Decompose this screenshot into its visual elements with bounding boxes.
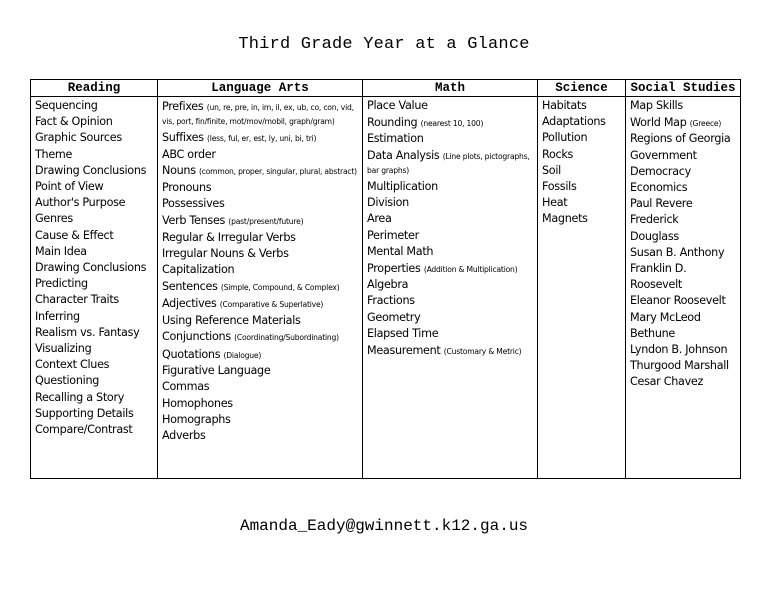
- topic-note: (un, re, pre, in, im, il, ex, ub, co, con, vid, vis, port, fin/finite, mot/mov/mobil, graph/gram): [162, 102, 354, 126]
- social-studies-topic: [630, 180, 736, 196]
- math-topic: [367, 342, 533, 359]
- topic-label: Roosevelt: [630, 278, 682, 292]
- reading-topic: [35, 390, 153, 406]
- topic-label: ABC order: [162, 147, 216, 161]
- science-topic: [542, 98, 621, 114]
- social-studies-topic: [630, 148, 736, 164]
- topic-label: Regions of Georgia: [630, 132, 731, 146]
- social-studies-topic: [630, 212, 736, 228]
- reading-topic: [35, 98, 153, 114]
- topic-label: Susan B. Anthony: [630, 245, 725, 259]
- topic-note: (Coordinating/Subordinating): [234, 333, 339, 343]
- science-topic: [542, 147, 621, 163]
- topic-label: Possessives: [162, 197, 225, 211]
- topic-label: Magnets: [542, 212, 588, 226]
- math-cell: [363, 97, 538, 479]
- topic-label: Homophones: [162, 396, 233, 410]
- math-topic: [367, 148, 533, 179]
- language-arts-topic: [162, 129, 358, 146]
- topic-label: Thurgood Marshall: [630, 359, 729, 373]
- topic-label: World Map: [630, 115, 687, 129]
- social-studies-cell: [626, 97, 741, 479]
- social-studies-topic: [630, 358, 736, 374]
- math-topic: [367, 244, 533, 260]
- reading-topic: [35, 211, 153, 227]
- social-studies-topic: [630, 245, 736, 261]
- topic-label: Sentences: [162, 279, 218, 293]
- topic-label: Area: [367, 212, 392, 226]
- topic-label: Genres: [35, 212, 73, 226]
- topic-label: Elapsed Time: [367, 326, 439, 340]
- topic-label: Capitalization: [162, 263, 235, 277]
- language-arts-topic: [162, 98, 358, 129]
- topic-label: Supporting Details: [35, 406, 134, 420]
- topic-label: Realism vs. Fantasy: [35, 325, 140, 339]
- topic-label: Fractions: [367, 294, 415, 308]
- social-studies-topic: [630, 98, 736, 114]
- topic-label: Government: [630, 148, 697, 162]
- reading-topic: [35, 147, 153, 163]
- math-topic: [367, 195, 533, 211]
- math-topic: [367, 228, 533, 244]
- language-arts-topic: [162, 196, 358, 212]
- topic-note: (Comparative & Superlative): [219, 299, 324, 309]
- topic-label: Adjectives: [162, 296, 217, 310]
- topic-label: Rocks: [542, 147, 574, 161]
- topic-label: Sequencing: [35, 99, 98, 112]
- language-arts-topic: [162, 147, 358, 163]
- science-topic: [542, 130, 621, 146]
- topic-label: Context Clues: [35, 358, 110, 372]
- topic-label: Questioning: [35, 374, 100, 388]
- topic-label: Algebra: [367, 278, 409, 292]
- social-studies-topic: [630, 277, 736, 293]
- topic-label: Character Traits: [35, 293, 119, 307]
- topic-label: Irregular Nouns & Verbs: [162, 246, 289, 260]
- math-topic: [367, 326, 533, 342]
- reading-topic: [35, 228, 153, 244]
- topic-note: (less, ful, er, est, ly, uni, bi, tri): [207, 133, 317, 143]
- year-at-a-glance-table: [30, 79, 741, 479]
- column-header-reading: Reading: [31, 80, 158, 97]
- social-studies-topic: [630, 131, 736, 147]
- topic-label: Douglass: [630, 229, 679, 243]
- topic-label: Inferring: [35, 309, 80, 323]
- social-studies-topic: [630, 164, 736, 180]
- social-studies-topic: [630, 196, 736, 212]
- math-topic: [367, 98, 533, 114]
- topic-note: (Line plots, pictographs, bar graphs): [367, 152, 530, 176]
- reading-topic: [35, 244, 153, 260]
- reading-topic: [35, 260, 153, 276]
- contact-email: Amanda_Eady@gwinnett.k12.ga.us: [239, 517, 529, 535]
- topic-label: Point of View: [35, 180, 104, 194]
- topic-label: Rounding: [367, 115, 418, 129]
- reading-topic: [35, 373, 153, 389]
- science-topic: [542, 211, 621, 227]
- column-header-social-studies: Social Studies: [626, 80, 741, 97]
- science-topic: [542, 179, 621, 195]
- reading-topic: [35, 292, 153, 308]
- language-arts-topic: [162, 295, 358, 312]
- topic-label: Verb Tenses: [162, 213, 226, 227]
- language-arts-topic: [162, 262, 358, 278]
- topic-label: Visualizing: [35, 342, 92, 356]
- math-topic: [367, 310, 533, 326]
- topic-note: (nearest 10, 100): [420, 118, 484, 128]
- topic-label: Cesar Chavez: [630, 375, 704, 389]
- social-studies-topic: [630, 114, 736, 131]
- reading-cell: [31, 97, 158, 479]
- topic-label: Franklin D.: [630, 262, 687, 276]
- topic-note: (Greece): [689, 118, 722, 128]
- topic-note: (Dialogue): [223, 350, 262, 360]
- topic-label: Adverbs: [162, 429, 206, 443]
- topic-label: Drawing Conclusions: [35, 261, 147, 275]
- reading-topic: [35, 276, 153, 292]
- social-studies-topic: [630, 293, 736, 309]
- header-row: [31, 80, 741, 97]
- topic-label: Data Analysis: [367, 149, 440, 163]
- social-studies-topic: [630, 374, 736, 390]
- reading-topic: [35, 114, 153, 130]
- topic-label: Soil: [542, 163, 561, 177]
- topic-label: Cause & Effect: [35, 228, 114, 242]
- social-studies-topic: [630, 342, 736, 358]
- topic-label: Heat: [542, 196, 568, 210]
- content-row: [31, 97, 741, 479]
- topic-label: Economics: [630, 181, 688, 195]
- topic-label: Fact & Opinion: [35, 115, 113, 129]
- math-topic: [367, 131, 533, 147]
- language-arts-topic: [162, 412, 358, 428]
- social-studies-topic: [630, 229, 736, 245]
- language-arts-topic: [162, 230, 358, 246]
- topic-note: (past/present/future): [228, 216, 304, 226]
- topic-label: Recalling a Story: [35, 390, 125, 404]
- language-arts-topic: [162, 428, 358, 444]
- topic-note: (Simple, Compound, & Complex): [220, 282, 340, 292]
- topic-label: Multiplication: [367, 180, 438, 194]
- reading-topic: [35, 179, 153, 195]
- topic-label: Place Value: [367, 99, 428, 112]
- science-topic: [542, 114, 621, 130]
- math-topic: [367, 211, 533, 227]
- topic-label: Prefixes: [162, 99, 204, 113]
- language-arts-topic: [162, 379, 358, 395]
- social-studies-topic: [630, 326, 736, 342]
- topic-label: Suffixes: [162, 130, 204, 144]
- page-title: Third Grade Year at a Glance: [238, 35, 530, 54]
- language-arts-topic: [162, 278, 358, 295]
- reading-topic: [35, 163, 153, 179]
- science-cell: [538, 97, 626, 479]
- topic-label: Homographs: [162, 412, 231, 426]
- language-arts-topic: [162, 212, 358, 229]
- social-studies-topic: [630, 310, 736, 326]
- topic-label: Nouns: [162, 164, 196, 178]
- math-topic: [367, 179, 533, 195]
- topic-label: Mary McLeod: [630, 310, 701, 324]
- language-arts-topic: [162, 246, 358, 262]
- topic-note: (common, proper, singular, plural, abstract): [199, 167, 357, 177]
- topic-label: Main Idea: [35, 244, 87, 258]
- topic-label: Habitats: [542, 99, 587, 112]
- math-topic: [367, 293, 533, 309]
- topic-label: Map Skills: [630, 99, 683, 112]
- social-studies-topic: [630, 261, 736, 277]
- reading-topic: [35, 130, 153, 146]
- language-arts-topic: [162, 163, 358, 180]
- topic-label: Regular & Irregular Verbs: [162, 230, 296, 244]
- language-arts-cell: [158, 97, 363, 479]
- language-arts-topic: [162, 346, 358, 363]
- topic-label: Commas: [162, 380, 210, 394]
- topic-label: Conjunctions: [162, 330, 231, 344]
- topic-label: Theme: [35, 147, 73, 161]
- reading-topic: [35, 422, 153, 438]
- math-topic: [367, 260, 533, 277]
- reading-topic: [35, 325, 153, 341]
- topic-label: Frederick: [630, 213, 679, 227]
- reading-topic: [35, 357, 153, 373]
- topic-label: Figurative Language: [162, 364, 271, 378]
- topic-label: Pronouns: [162, 181, 212, 195]
- topic-label: Eleanor Roosevelt: [630, 294, 726, 308]
- topic-label: Pollution: [542, 131, 588, 145]
- topic-label: Bethune: [630, 326, 675, 340]
- topic-label: Predicting: [35, 277, 88, 291]
- language-arts-topic: [162, 329, 358, 346]
- science-topic: [542, 163, 621, 179]
- topic-note: (Customary & Metric): [443, 346, 522, 356]
- topic-label: Graphic Sources: [35, 131, 122, 145]
- topic-label: Lyndon B. Johnson: [630, 343, 728, 357]
- topic-label: Using Reference Materials: [162, 313, 301, 327]
- topic-label: Compare/Contrast: [35, 423, 133, 437]
- topic-label: Division: [367, 196, 409, 210]
- science-topic: [542, 195, 621, 211]
- math-topic: [367, 114, 533, 131]
- language-arts-topic: [162, 363, 358, 379]
- topic-label: Perimeter: [367, 228, 419, 242]
- reading-topic: [35, 406, 153, 422]
- topic-label: Estimation: [367, 132, 424, 146]
- topic-label: Geometry: [367, 310, 421, 324]
- topic-label: Fossils: [542, 180, 577, 194]
- language-arts-topic: [162, 180, 358, 196]
- reading-topic: [35, 195, 153, 211]
- topic-note: (Addition & Multiplication): [423, 264, 518, 274]
- topic-label: Author's Purpose: [35, 196, 126, 210]
- column-header-science: Science: [538, 80, 626, 97]
- column-header-math: Math: [363, 80, 538, 97]
- reading-topic: [35, 309, 153, 325]
- reading-topic: [35, 341, 153, 357]
- topic-label: Democracy: [630, 164, 691, 178]
- topic-label: Quotations: [162, 347, 221, 361]
- topic-label: Adaptations: [542, 115, 606, 129]
- language-arts-topic: [162, 313, 358, 329]
- topic-label: Measurement: [367, 343, 441, 357]
- topic-label: Mental Math: [367, 244, 434, 258]
- language-arts-topic: [162, 396, 358, 412]
- topic-label: Paul Revere: [630, 197, 693, 211]
- topic-label: Properties: [367, 261, 421, 275]
- column-header-language-arts: Language Arts: [158, 80, 363, 97]
- math-topic: [367, 277, 533, 293]
- topic-label: Drawing Conclusions: [35, 163, 147, 177]
